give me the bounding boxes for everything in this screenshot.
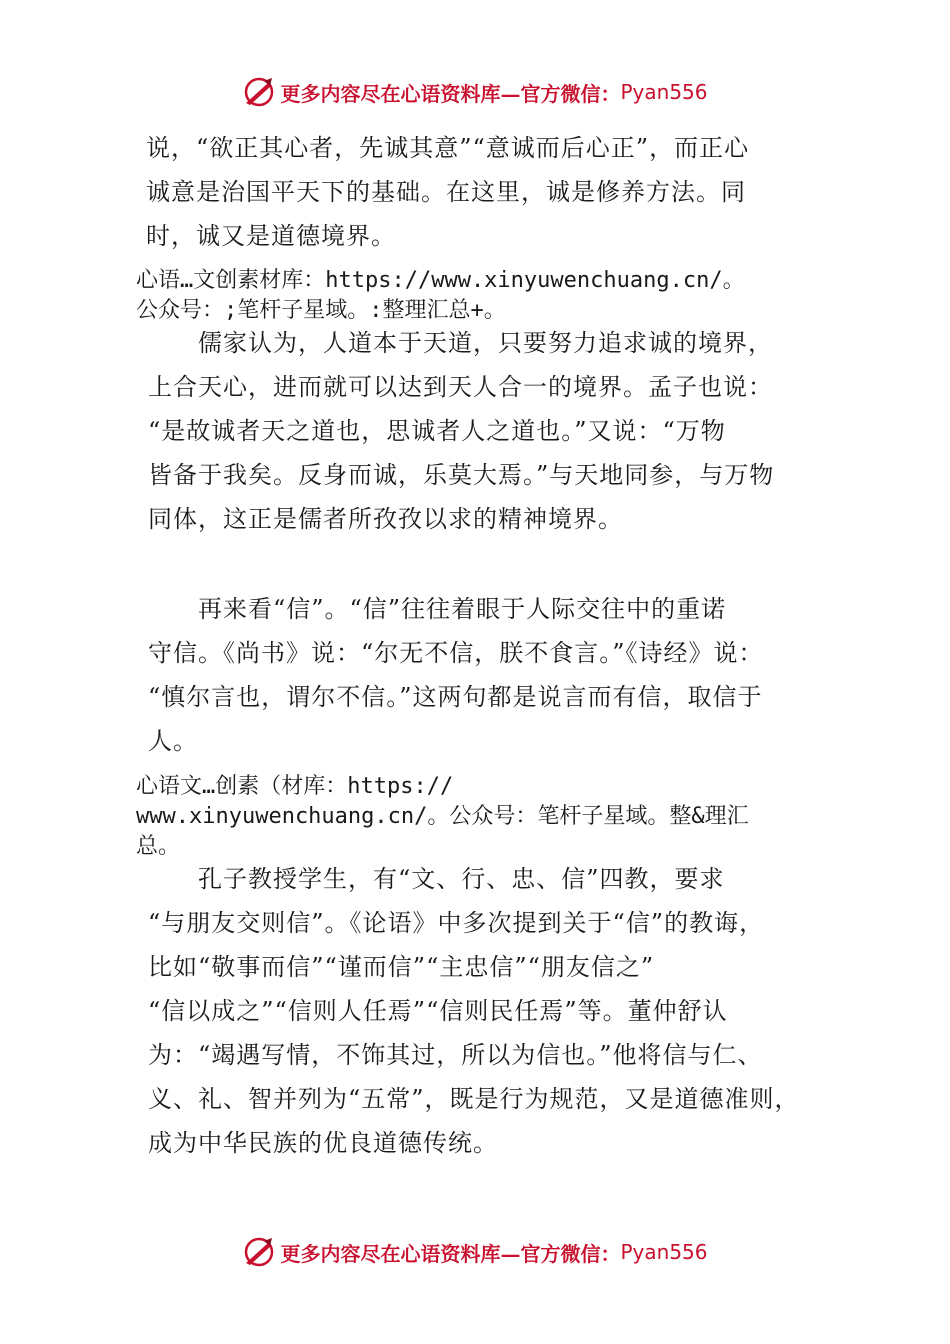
text-line: 比如“敬事而信”“谨而信”“主忠信”“朋友信之”: [148, 953, 655, 981]
watermark-line: 心语文…创素（材库：https://: [136, 774, 454, 799]
watermark-line: 心语…文创素材库：https://www.xinyuwenchuang.cn/。: [136, 268, 745, 293]
text-line: “慎尔言也，谓尔不信。”这两句都是说言而有信，取信于: [148, 683, 763, 711]
text-line: 皆备于我矣。反身而诚，乐莫大焉。”与天地同参，与万物: [148, 461, 775, 489]
text-line: 人。: [148, 727, 198, 755]
text-line: 再来看“信”。“信”往往着眼于人际交往中的重诺: [148, 595, 727, 623]
text-line: 成为中华民族的优良道德传统。: [148, 1129, 498, 1157]
text-line: 上合天心，进而就可以达到天人合一的境界。孟子也说：: [148, 373, 773, 401]
pen-circle-logo-icon: [242, 75, 276, 109]
banner-contact: Pyan556: [620, 80, 708, 104]
banner-contact: Pyan556: [620, 1240, 708, 1264]
watermark-line: 总。: [136, 834, 181, 859]
text-line: “信以成之”“信则人任焉”“信则民任焉”等。董仲舒认: [148, 997, 728, 1025]
banner-text: 更多内容尽在心语资料库—官方微信：: [280, 81, 621, 106]
text-line: “与朋友交则信”。《论语》中多次提到关于“信”的教诲，: [148, 909, 765, 937]
text-line: 义、礼、智并列为“五常”，既是行为规范，又是道德准则，: [148, 1085, 800, 1113]
text-line: 儒家认为，人道本于天道，只要努力追求诚的境界，: [148, 329, 773, 357]
text-line: 孔子教授学生，有“文、行、忠、信”四教，要求: [148, 865, 725, 893]
text-line: 同体，这正是儒者所孜孜以求的精神境界。: [148, 505, 623, 533]
pen-circle-logo-icon: [242, 1235, 276, 1269]
text-line: 为：“竭遇写情，不饰其过，所以为信也。”他将信与仁、: [148, 1041, 763, 1069]
text-line: 守信。《尚书》说：“尔无不信，朕不食言。”《诗经》说：: [148, 639, 764, 667]
text-line: 时，诚又是道德境界。: [146, 222, 396, 250]
header-banner: [0, 72, 950, 112]
watermark-line: www.xinyuwenchuang.cn/。公众号：笔杆子星域。整&理汇: [136, 804, 749, 829]
text-line: 诚意是治国平天下的基础。在这里，诚是修养方法。同: [146, 178, 746, 206]
text-line: “是故诚者天之道也，思诚者人之道也。”又说：“万物: [148, 417, 726, 445]
banner-text: 更多内容尽在心语资料库—官方微信：: [280, 1241, 621, 1266]
footer-banner: [0, 1232, 950, 1272]
watermark-line: 公众号：;笔杆子星域。:整理汇总+。: [136, 298, 506, 323]
text-line: 说，“欲正其心者，先诚其意”“意诚而后心正”，而正心: [146, 134, 750, 162]
